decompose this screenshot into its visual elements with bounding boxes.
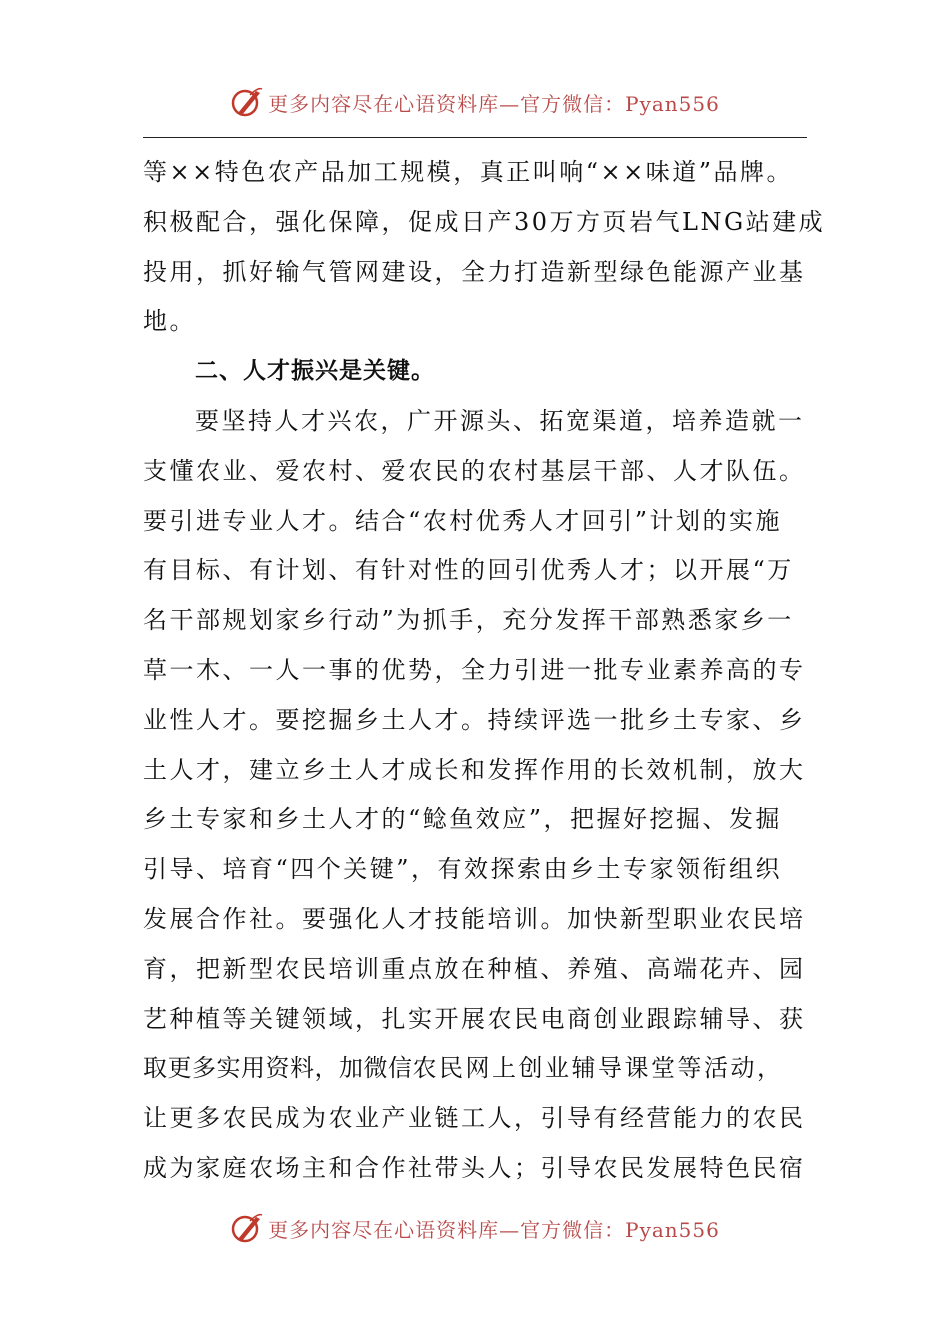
text-line: 支懂农业、爱农村、爱农民的农村基层干部、人才队伍。 <box>143 456 806 485</box>
text-line: 土人才，建立乡土人才成长和发挥作用的长效机制，放大 <box>143 755 806 784</box>
quill-logo-icon <box>230 85 264 119</box>
promo-text: 取更多实用资料，加微信 <box>143 1054 413 1083</box>
page-header-banner <box>0 82 950 122</box>
text-line: 乡土专家和乡土人才的“鲶鱼效应”，把握好挖掘、发掘 <box>143 805 783 834</box>
text-line: 有目标、有计划、有针对性的回引优秀人才；以开展“万 <box>143 556 794 585</box>
text-line: 发展合作社。要强化人才技能培训。加快新型职业农民培 <box>143 904 806 933</box>
text-line: 地。 <box>143 307 196 336</box>
text-line: 积极配合，强化保障，促成日产30万方页岩气LNG站建成 <box>143 207 826 236</box>
text-line: 等××特色农产品加工规模，真正叫响“××味道”品牌。 <box>143 158 793 186</box>
section-heading: 二、人才振兴是关键。 <box>195 358 435 385</box>
text-segment: 农民网上创业辅导课堂等活动， <box>412 1054 784 1083</box>
text-line: 引导、培育“四个关键”，有效探索由乡土专家领衔组织 <box>143 855 783 884</box>
page-footer-banner <box>0 1208 950 1248</box>
text-line <box>143 1044 809 1094</box>
text-line: 让更多农民成为农业产业链工人，引导有经营能力的农民 <box>143 1104 806 1133</box>
text-line <box>143 995 809 1045</box>
quill-logo-icon <box>230 1211 264 1245</box>
text-segment: 艺种植等关键领域，扎实开展农民电商创业跟踪辅导、 <box>143 1004 779 1033</box>
text-line: 名干部规划家乡行动”为抓手，充分发挥干部熟悉家乡一 <box>143 606 794 635</box>
header-banner-text: 更多内容尽在心语资料库—官方微信：Pyan556 <box>268 91 720 116</box>
document-body <box>143 148 826 1194</box>
text-line: 要引进专业人才。结合“农村优秀人才回引”计划的实施 <box>143 506 783 535</box>
promo-text: 获 <box>779 1004 804 1033</box>
text-line: 育，把新型农民培训重点放在种植、养殖、高端花卉、园 <box>143 954 806 983</box>
text-line: 要坚持人才兴农，广开源头、拓宽渠道，培养造就一 <box>195 406 805 435</box>
text-line: 投用，抓好输气管网建设，全力打造新型绿色能源产业基 <box>143 257 806 286</box>
footer-banner-text: 更多内容尽在心语资料库—官方微信：Pyan556 <box>268 1217 720 1242</box>
text-line: 草一木、一人一事的优势，全力引进一批专业素养高的专 <box>143 655 806 684</box>
text-line: 业性人才。要挖掘乡土人才。持续评选一批乡土专家、乡 <box>143 705 806 734</box>
text-line: 成为家庭农场主和合作社带头人；引导农民发展特色民宿 <box>143 1153 806 1182</box>
header-divider <box>143 137 807 138</box>
